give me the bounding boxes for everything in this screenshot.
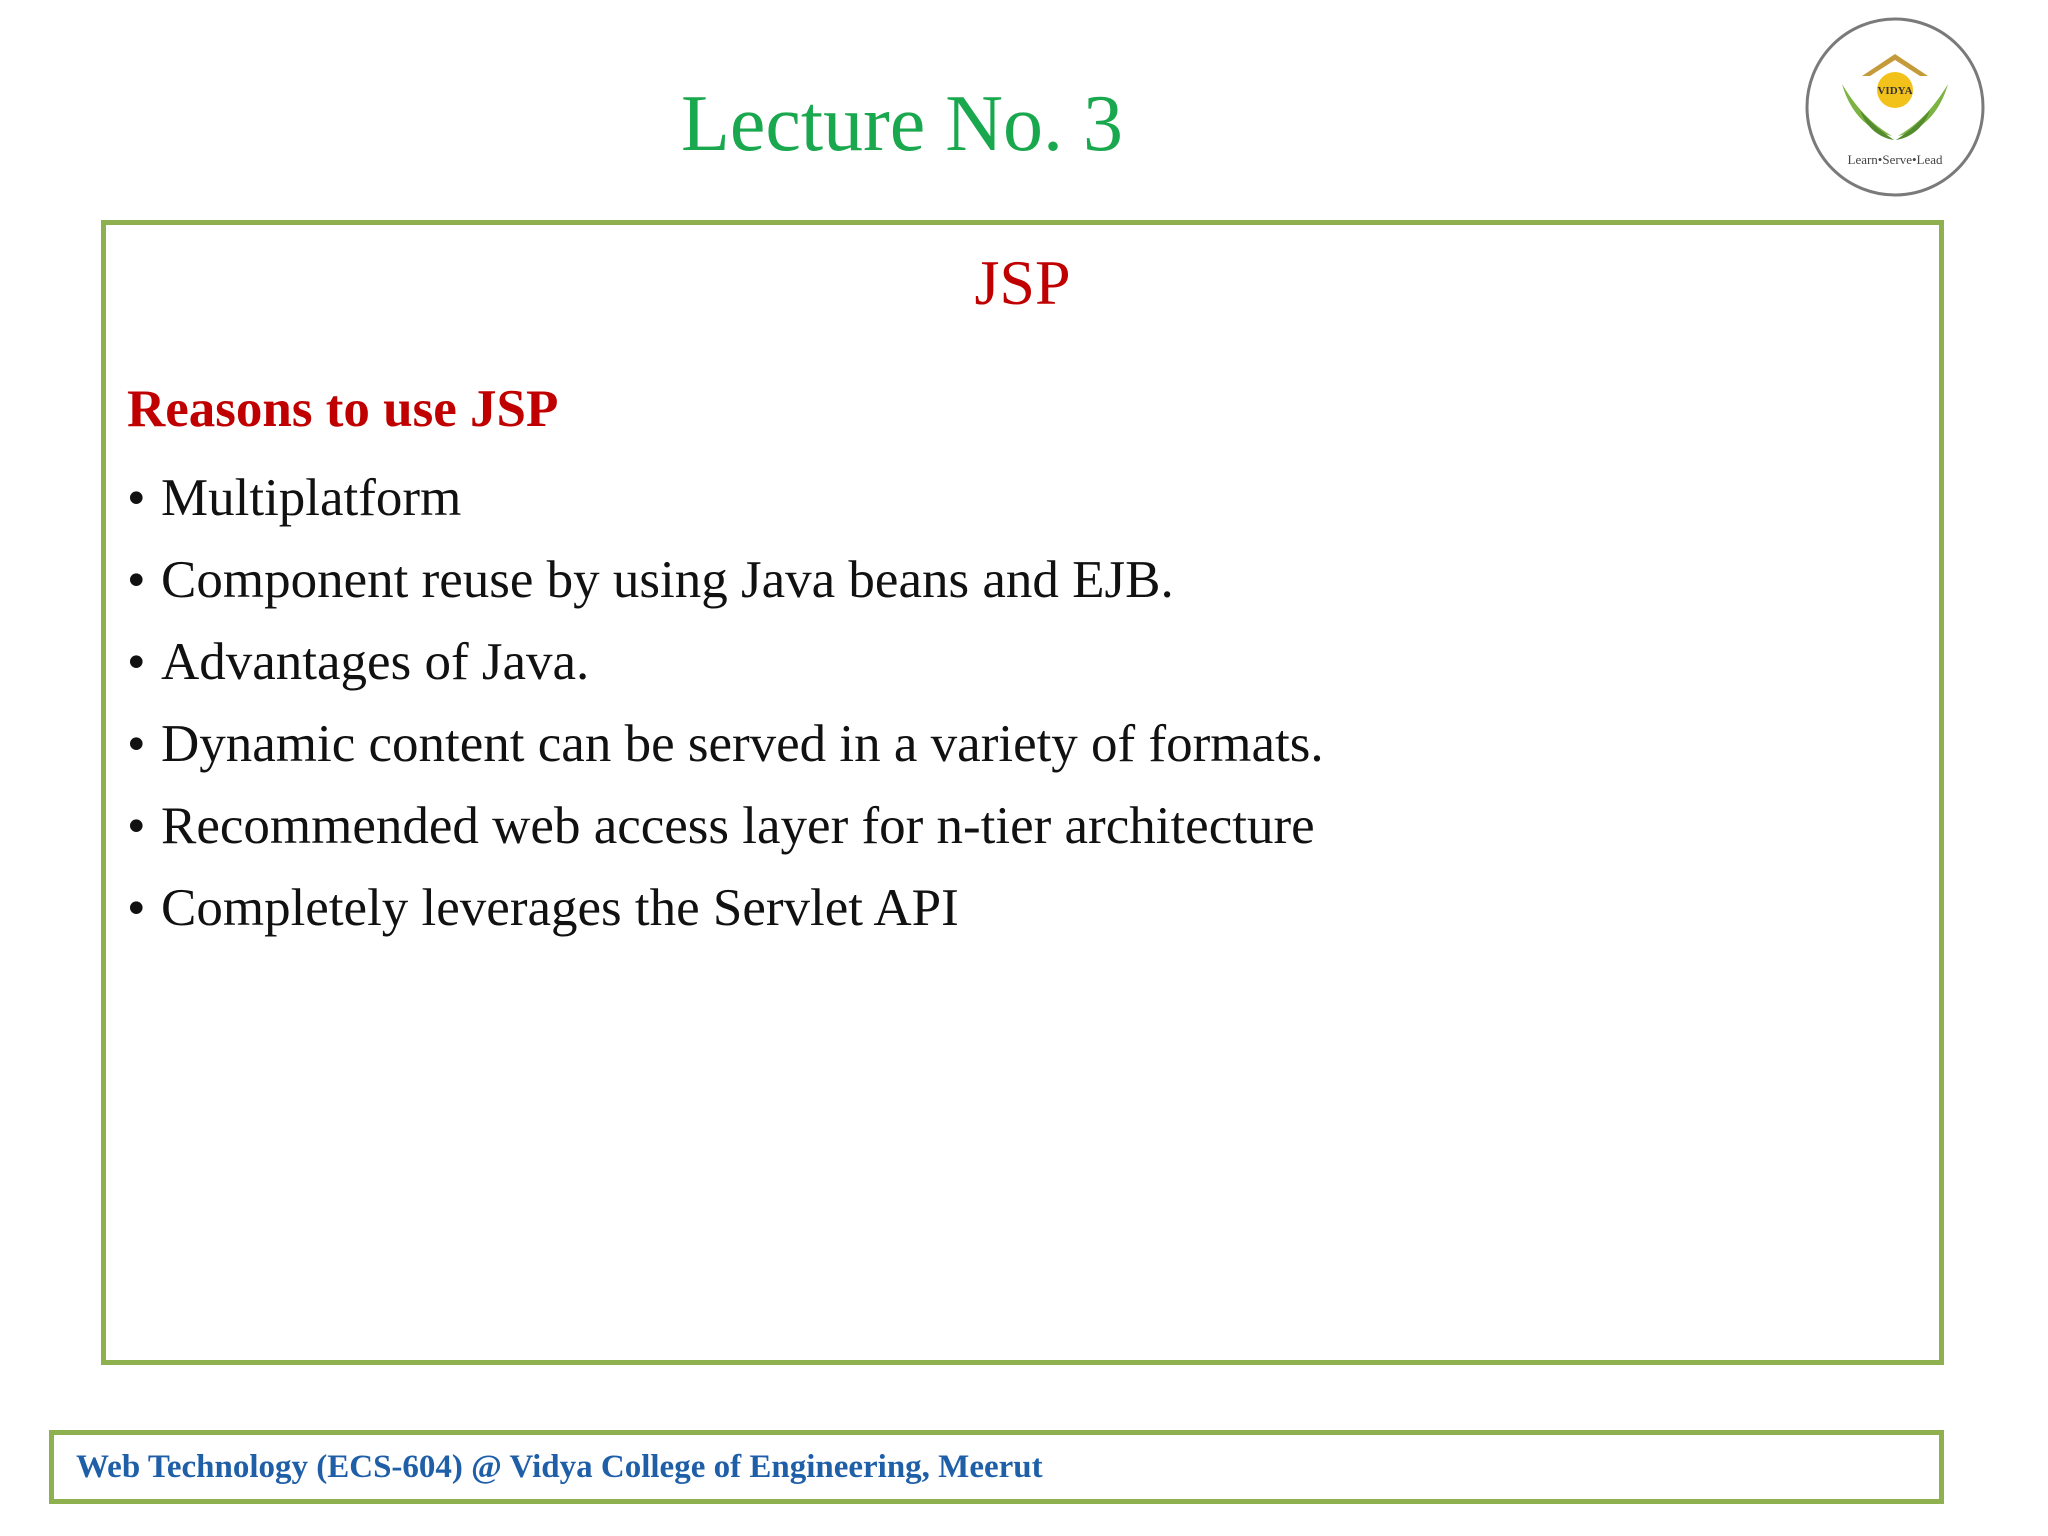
bullet-item <box>127 867 1324 949</box>
bullet-mark: • <box>127 879 146 937</box>
bullet-text: Completely leverages the Servlet API <box>161 879 959 937</box>
bullet-text: Component reuse by using Java beans and EJB. <box>161 551 1174 609</box>
bullet-mark: • <box>127 715 146 773</box>
college-logo <box>1802 14 1988 200</box>
bullet-mark: • <box>127 469 146 527</box>
footer-box <box>49 1430 1944 1504</box>
lecture-title: Lecture No. 3 <box>680 80 1124 168</box>
bullet-item <box>127 539 1324 621</box>
logo-tagline: Learn•Serve•Lead <box>1847 152 1943 167</box>
bullet-text: Recommended web access layer for n-tier architecture <box>161 797 1315 855</box>
bullet-item <box>127 457 1324 539</box>
bullet-item <box>127 785 1324 867</box>
vidya-logo-icon <box>1802 14 1988 200</box>
logo-brand-text: VIDYA <box>1877 85 1913 97</box>
bullet-item <box>127 703 1324 785</box>
bullet-mark: • <box>127 633 146 691</box>
bullet-list <box>127 457 1324 949</box>
bullet-text: Multiplatform <box>161 469 462 527</box>
bullet-text: Advantages of Java. <box>161 633 590 691</box>
footer-text: Web Technology (ECS-604) @ Vidya College of Engineering, Meerut <box>76 1449 1043 1485</box>
bullet-mark: • <box>127 797 146 855</box>
slide-content-box <box>101 220 1944 1365</box>
bullet-text: Dynamic content can be served in a variety of formats. <box>161 715 1324 773</box>
bullet-item <box>127 621 1324 703</box>
slide-heading: JSP <box>974 247 1071 318</box>
section-heading: Reasons to use JSP <box>127 380 559 438</box>
bullet-mark: • <box>127 551 146 609</box>
